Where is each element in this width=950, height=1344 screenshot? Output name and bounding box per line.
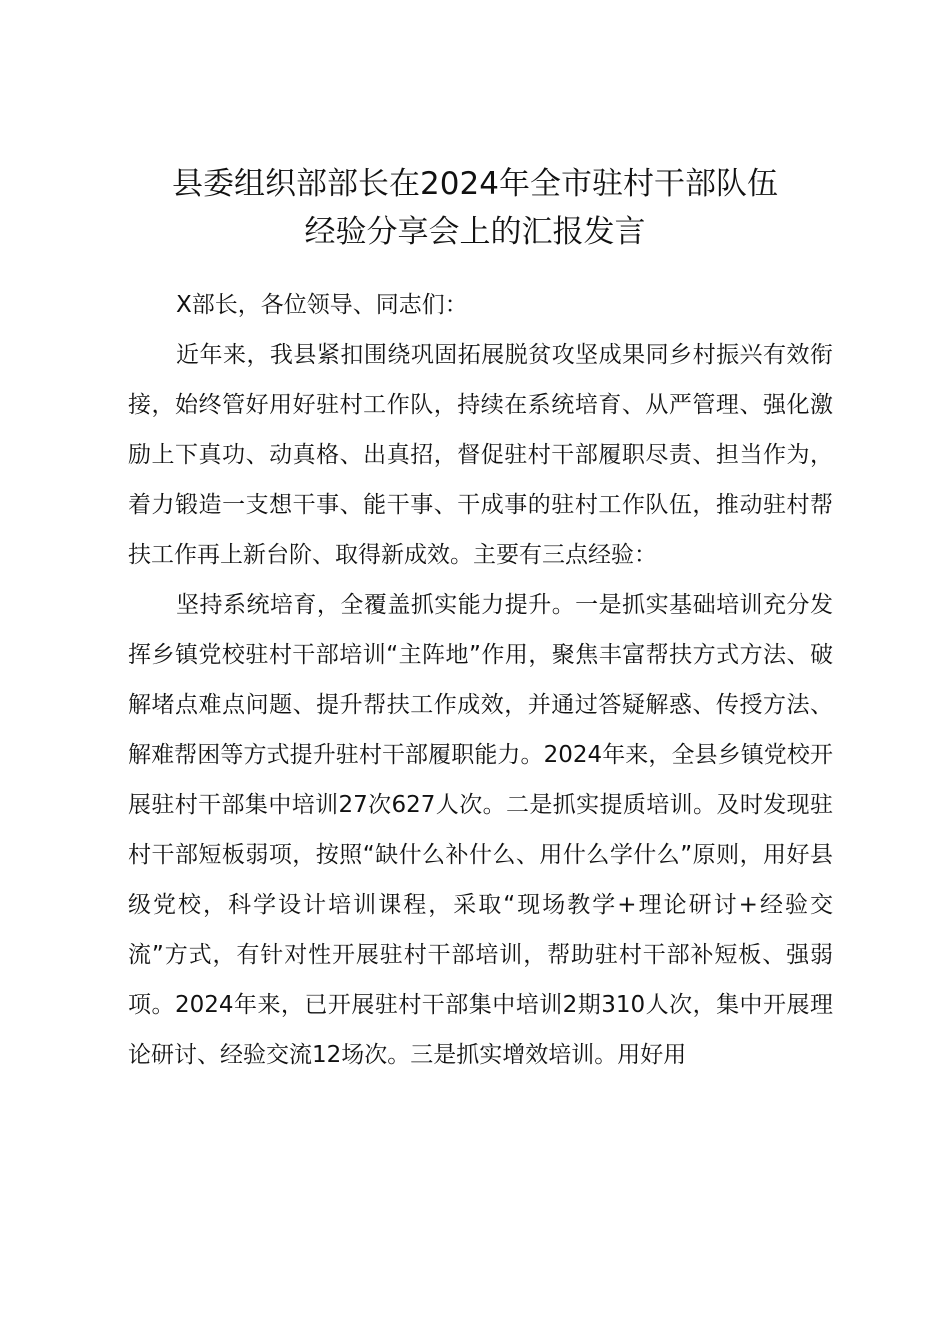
paragraph-intro: 近年来，我县紧扣围绕巩固拓展脱贫攻坚成果同乡村振兴有效衔接，始终管好用好驻村工作队，持续在系统培育、从严管理、强化激励上下真功、动真格、出真招，督促驻村干部履职尽责、担当作为，着力锻造一支想干事、能干事、干成事的驻村工作队伍，推动驻村帮扶工作再上新台阶、取得新成效。主要有三点经验： xyxy=(128,342,833,568)
title-line-1: 县委组织部部长在2024年全市驻村干部队伍 xyxy=(172,166,778,202)
title-line-2: 经验分享会上的汇报发言 xyxy=(304,214,646,250)
document-body xyxy=(128,280,833,1080)
paragraph-training: 坚持系统培育，全覆盖抓实能力提升。一是抓实基础培训充分发挥乡镇党校驻村干部培训“主阵地”作用，聚焦丰富帮扶方式方法、破解堵点难点问题、提升帮扶工作成效，并通过答疑解惑、传授方法、解难帮困等方式提升驻村干部履职能力。2024年来，全县乡镇党校开展驻村干部集中培训27次627人次。二是抓实提质培训。及时发现驻村干部短板弱项，按照“缺什么补什么、用什么学什么”原则，用好县级党校，科学设计培训课程，采取“现场教学+理论研讨+经验交流”方式，有针对性开展驻村干部培训，帮助驻村干部补短板、强弱项。2024年来，已开展驻村干部集中培训2期310人次，集中开展理论研讨、经验交流12场次。三是抓实增效培训。用好用 xyxy=(128,592,833,1068)
salutation: X部长，各位领导、同志们： xyxy=(176,292,468,318)
document-title xyxy=(110,160,840,256)
